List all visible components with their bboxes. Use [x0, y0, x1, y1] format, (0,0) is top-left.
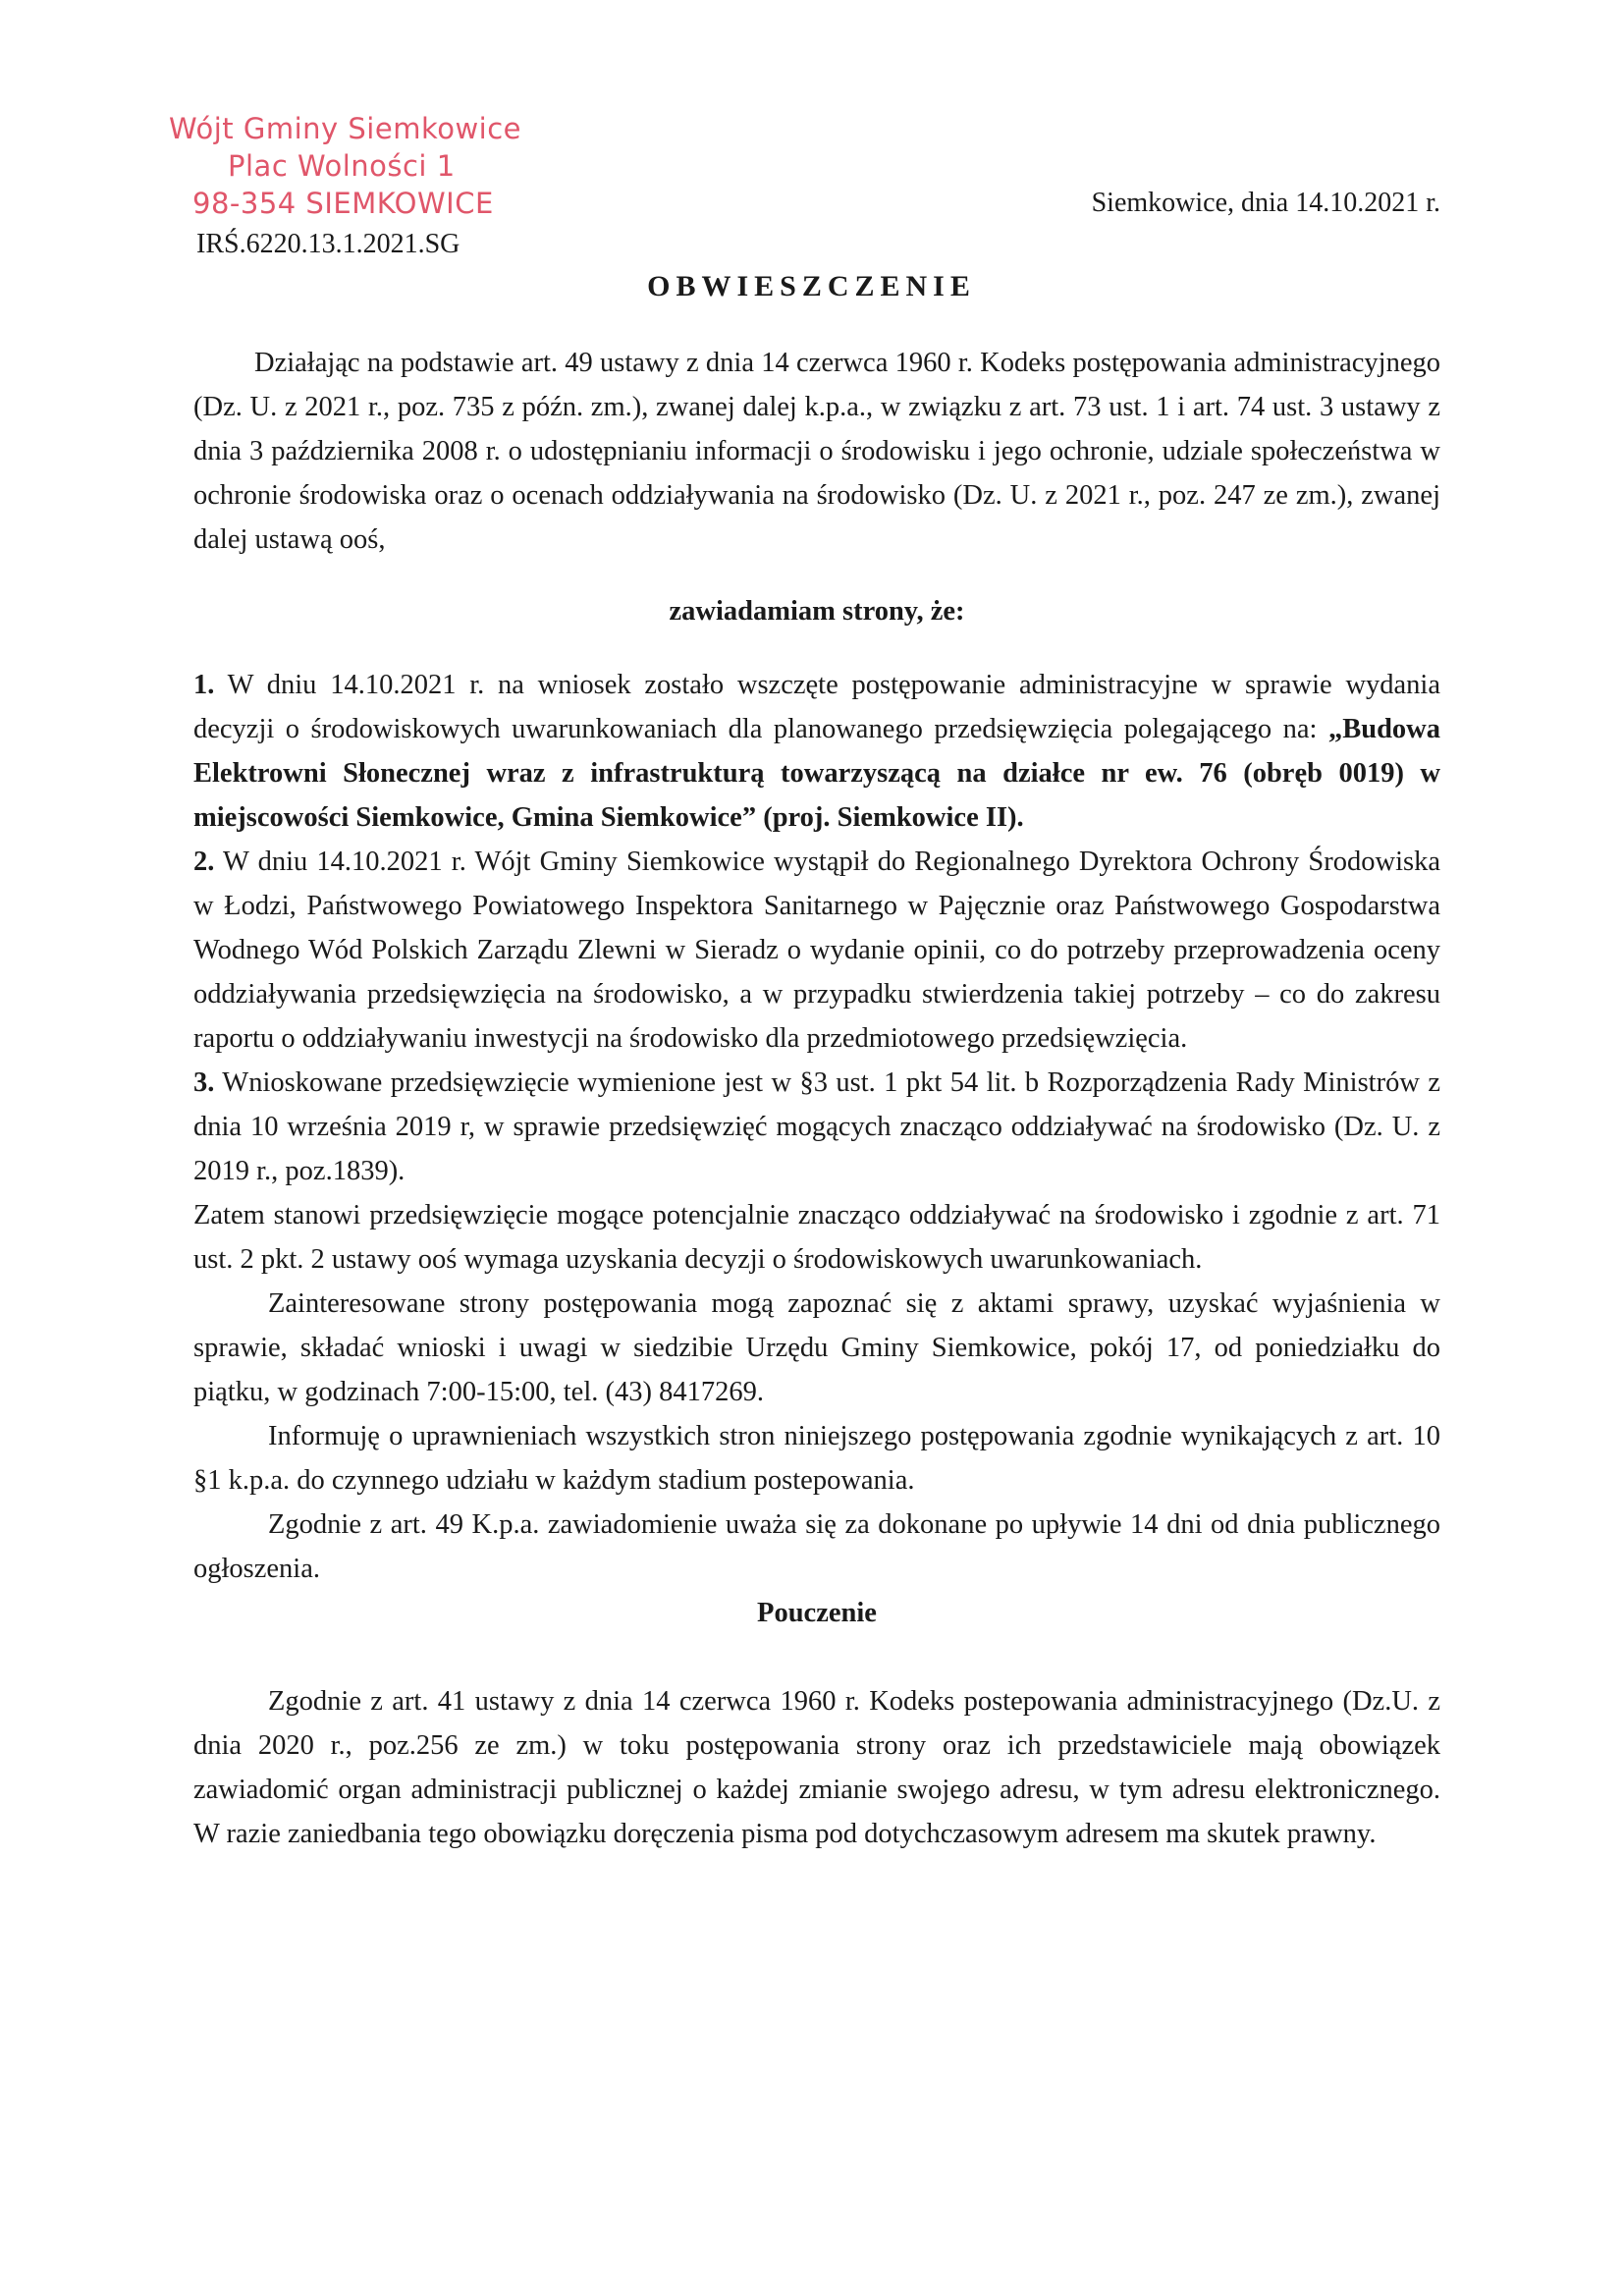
intro-paragraph: Działając na podstawie art. 49 ustawy z dnia 14 czerwca 1960 r. Kodeks postępowania administracyjnego (Dz. U. z 2021 r., poz. 735 z późn. zm.), zwanej dalej k.p.a., w związku z art. 73 ust. 1 i art. 74 ust. 3 ustawy z dnia 3 października 2008 r. o udostępnianiu informacji o środowisku i jego ochronie, udziale społeczeństwa w ochronie środowiska oraz o ocenach oddziaływania na środowisko (Dz. U. z 2021 r., poz. 247 ze zm.), zwanej dalej ustawą ooś, — [193, 348, 1440, 555]
conclusion-paragraph: Zatem stanowi przedsięwzięcie mogące potencjalnie znacząco oddziaływać na środowisko i zgodnie z art. 71 ust. 2 pkt. 2 ustawy ooś wymaga uzyskania decyzji o środowiskowych uwarunkowaniach. — [193, 1200, 1440, 1275]
notice-paragraph: Zgodnie z art. 49 K.p.a. zawiadomienie uważa się za dokonane po upływie 14 dni od dnia publicznego ogłoszenia. — [193, 1509, 1440, 1584]
instruction-heading: Pouczenie — [757, 1598, 877, 1628]
point-1-project-name: „Budowa Elektrowni Słonecznej wraz z infrastrukturą towarzyszącą na działce nr ew. 76 (obręb 0019) w miejscowości Siemkowice, Gmina Siemkowice” (proj. Siemkowice II). — [193, 714, 1440, 833]
point-2-text: W dniu 14.10.2021 r. Wójt Gminy Siemkowice wystąpił do Regionalnego Dyrektora Ochrony Środowiska w Łodzi, Państwowego Powiatowego Inspektora Sanitarnego w Pajęcznie oraz Państwowego Gospodarstwa Wodnego Wód Polskich Zarządu Zlewni w Sieradz o wydanie opinii, co do potrzeby przeprowadzenia oceny oddziaływania przedsięwzięcia na środowisko, a w przypadku stwierdzenia takiej potrzeby – co do zakresu raportu o oddziaływaniu inwestycji na środowisko dla przedmiotowego przedsięwzięcia. — [193, 847, 1440, 1054]
point-1-text: W dniu 14.10.2021 r. na wniosek zostało wszczęte postępowanie administracyjne w sprawie wydania decyzji o środowiskowych uwarunkowaniach dla planowanego przedsięwzięcia polegającego na: — [193, 670, 1440, 744]
stamp-line-street: Plac Wolności 1 — [228, 149, 456, 183]
place-and-date: Siemkowice, dnia 14.10.2021 r. — [1091, 188, 1440, 218]
point-2-number: 2. — [193, 847, 215, 877]
point-3-text: Wnioskowane przedsięwzięcie wymienione jest w §3 ust. 1 pkt 54 lit. b Rozporządzenia Rady Ministrów z dnia 10 września 2019 r, w sprawie przedsięwzięć mogących znacząco oddziaływać na środowisko (Dz. U. z 2019 r., poz.1839). — [193, 1067, 1440, 1186]
notify-heading: zawiadamiam strony, że: — [669, 596, 965, 627]
rights-paragraph: Informuję o uprawnieniach wszystkich stron niniejszego postępowania zgodnie wynikających z art. 10 §1 k.p.a. do czynnego udziału w każdym stadium postepowania. — [193, 1421, 1440, 1496]
case-reference: IRŚ.6220.13.1.2021.SG — [196, 229, 460, 259]
point-1 — [193, 663, 1440, 840]
point-2 — [193, 840, 1440, 1061]
point-3 — [193, 1061, 1440, 1193]
parties-paragraph: Zainteresowane strony postępowania mogą zapoznać się z aktami sprawy, uzyskać wyjaśnienia w sprawie, składać wnioski i uwagi w siedzibie Urzędu Gminy Siemkowice, pokój 17, od poniedziałku do piątku, w godzinach 7:00-15:00, tel. (43) 8417269. — [193, 1288, 1440, 1407]
point-3-number: 3. — [193, 1067, 215, 1098]
office-stamp — [169, 110, 562, 222]
instruction-paragraph: Zgodnie z art. 41 ustawy z dnia 14 czerwca 1960 r. Kodeks postepowania administracyjnego (Dz.U. z dnia 2020 r., poz.256 ze zm.) w toku postępowania strony oraz ich przedstawiciele mają obowiązek zawiadomić organ administracji publicznej o każdej zmianie swojego adresu, w tym adresu elektronicznego. W razie zaniedbania tego obowiązku doręczenia pisma pod dotychczasowym adresem ma skutek prawny. — [193, 1686, 1440, 1849]
stamp-line-postcode: 98-354 SIEMKOWICE — [192, 187, 494, 220]
document-body — [193, 341, 1440, 1856]
point-1-number: 1. — [193, 670, 215, 700]
document-title: OBWIESZCZENIE — [647, 270, 976, 302]
stamp-line-office: Wójt Gminy Siemkowice — [169, 112, 522, 145]
